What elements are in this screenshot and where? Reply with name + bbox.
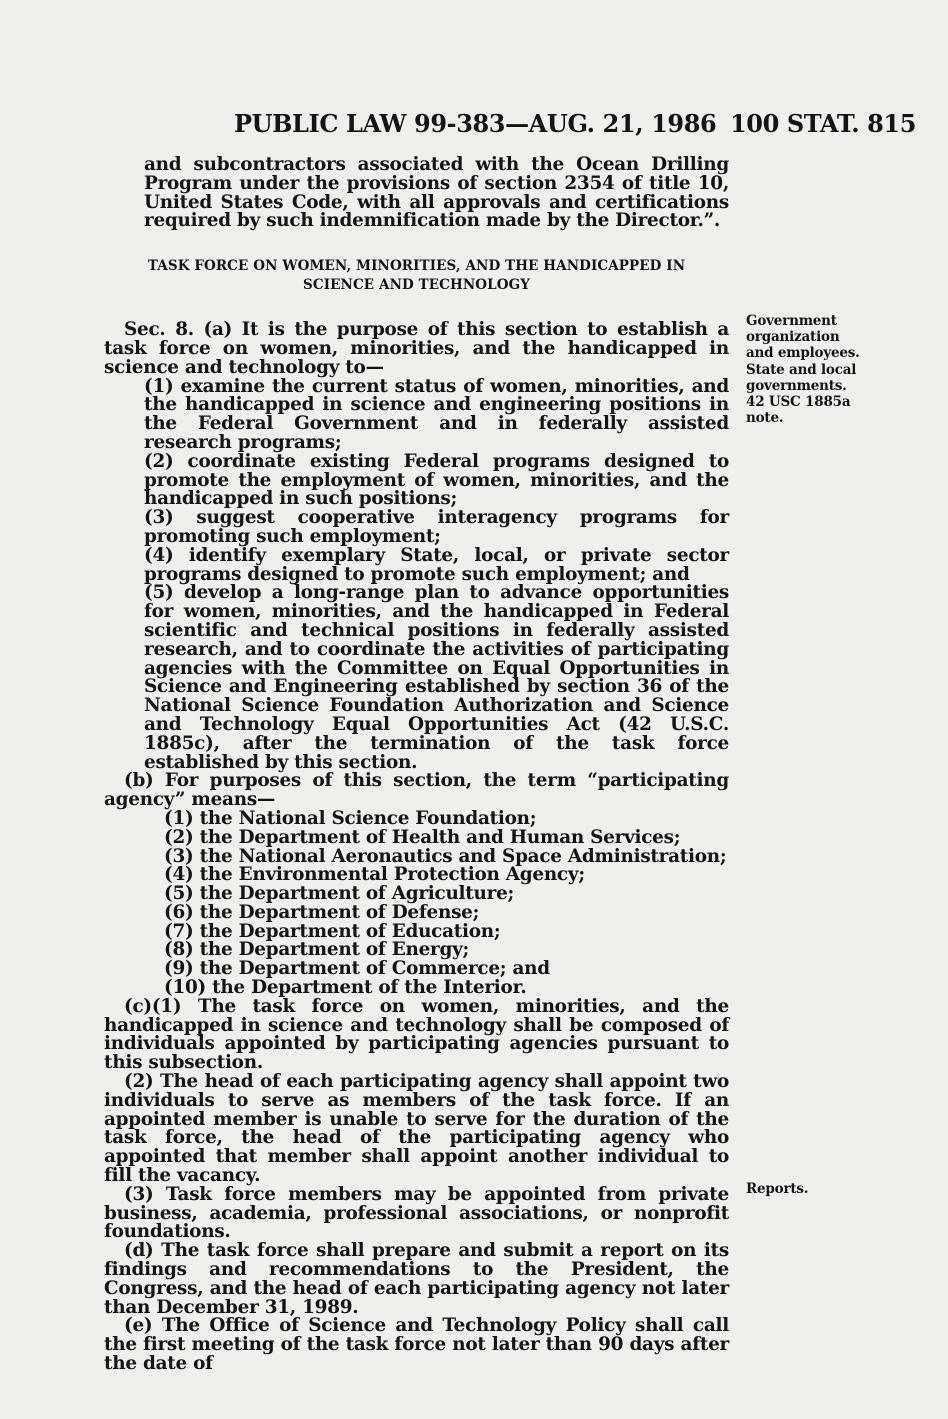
- sec8-e: (e) The Office of Science and Technology Policy shall call the first meeting of the task force not later than 90 days after the date of: [104, 1315, 729, 1375]
- margin-note-line: note.: [746, 410, 784, 427]
- margin-note-reports: Reports.: [746, 1181, 809, 1197]
- agency-list-item: (8) the Department of Energy;: [164, 939, 470, 961]
- agency-list-item: (7) the Department of Education;: [164, 920, 501, 942]
- sec8-c2: (2) The head of each participating agency shall appoint two individuals to serve as members of the task force. If an appointed member is unable to serve for the duration of the task force, the head of the participating agency who appointed that member shall appoint another individual to fill the vacancy.: [104, 1071, 729, 1187]
- margin-note-line: Government: [746, 313, 837, 329]
- agency-list-item: (2) the Department of Health and Human Services;: [164, 826, 681, 848]
- sec8-a-item: (1) examine the current status of women, minorities, and the handicapped in science and engineering positions in the Federal Government and in federally assisted research programs;: [144, 375, 729, 453]
- continuation-paragraph: and subcontractors associated with the Ocean Drilling Program under the provisions of section 2354 of title 10, United States Code, with all approvals and certifications required by such indemnification made by the Director.”.: [144, 154, 729, 232]
- agency-list-item: (5) the Department of Agriculture;: [164, 883, 515, 905]
- sec8-a-item: (5) develop a long-range plan to advance opportunities for women, minorities, and the handicapped in Federal scientific and technical positions in federally assisted research, and to coordinate the activities of participating agencies with the Committee on Equal Opportunities in Science and Engineering established by section 36 of the National Science Foundation Authorization and Science and Technology Equal Opportunities Act (42 U.S.C. 1885c), after the termination of the task force established by this section.: [144, 582, 729, 773]
- sec8-d: (d) The task force shall prepare and submit a report on its findings and recommendations to the President, the Congress, and the head of each participating agency not later than December 31, 1989.: [104, 1240, 729, 1318]
- sec8-a-item: (2) coordinate existing Federal programs designed to promote the employment of women, minorities, and the handicapped in such positions;: [144, 450, 729, 510]
- agency-list-item: (6) the Department of Defense;: [164, 901, 480, 923]
- body-text: [104, 156, 729, 1374]
- agency-list-item: (3) the National Aeronautics and Space Administration;: [164, 845, 727, 867]
- margin-note-line: governments.: [746, 377, 847, 394]
- margin-note-line: and employees.: [746, 345, 860, 362]
- margin-note-classification: [746, 313, 866, 426]
- agency-list-item: (9) the Department of Commerce; and: [164, 958, 550, 980]
- running-header-page-ref: 100 STAT. 815: [730, 109, 917, 138]
- sec8-c1: (c)(1) The task force on women, minorities, and the handicapped in science and technology shall be composed of individuals appointed by participating agencies pursuant to this subsection.: [104, 995, 729, 1074]
- margin-note-line: State and local: [746, 361, 857, 378]
- agency-list-item: (1) the National Science Foundation;: [164, 807, 537, 829]
- agency-list-item: (10) the Department of the Interior.: [164, 977, 527, 999]
- running-header-title: PUBLIC LAW 99-383—AUG. 21, 1986: [234, 109, 717, 138]
- margin-note-line: 42 USC 1885a: [746, 394, 851, 411]
- agency-list-item: (4) the Environmental Protection Agency;: [164, 864, 585, 886]
- section-heading-line-2: SCIENCE AND TECHNOLOGY: [303, 277, 530, 294]
- section-heading: [104, 257, 729, 295]
- sec8-c3: (3) Task force members may be appointed from private business, academia, professional associations, or nonprofit foundations.: [104, 1183, 729, 1243]
- sec8-a-item: (4) identify exemplary State, local, or private sector programs designed to promote such employment; and: [144, 544, 729, 585]
- margin-note-line: organization: [746, 329, 840, 346]
- sec8-a-item: (3) suggest cooperative interagency programs for promoting such employment;: [144, 507, 729, 547]
- sec8-b-intro: (b) For purposes of this section, the term “participating agency” means—: [104, 770, 729, 811]
- sec8-a-intro: Sec. 8. (a) It is the purpose of this section to establish a task force on women, minorities, and the handicapped in science and technology to—: [104, 319, 729, 378]
- section-heading-line-1: TASK FORCE ON WOMEN, MINORITIES, AND THE HANDICAPPED IN: [147, 258, 686, 275]
